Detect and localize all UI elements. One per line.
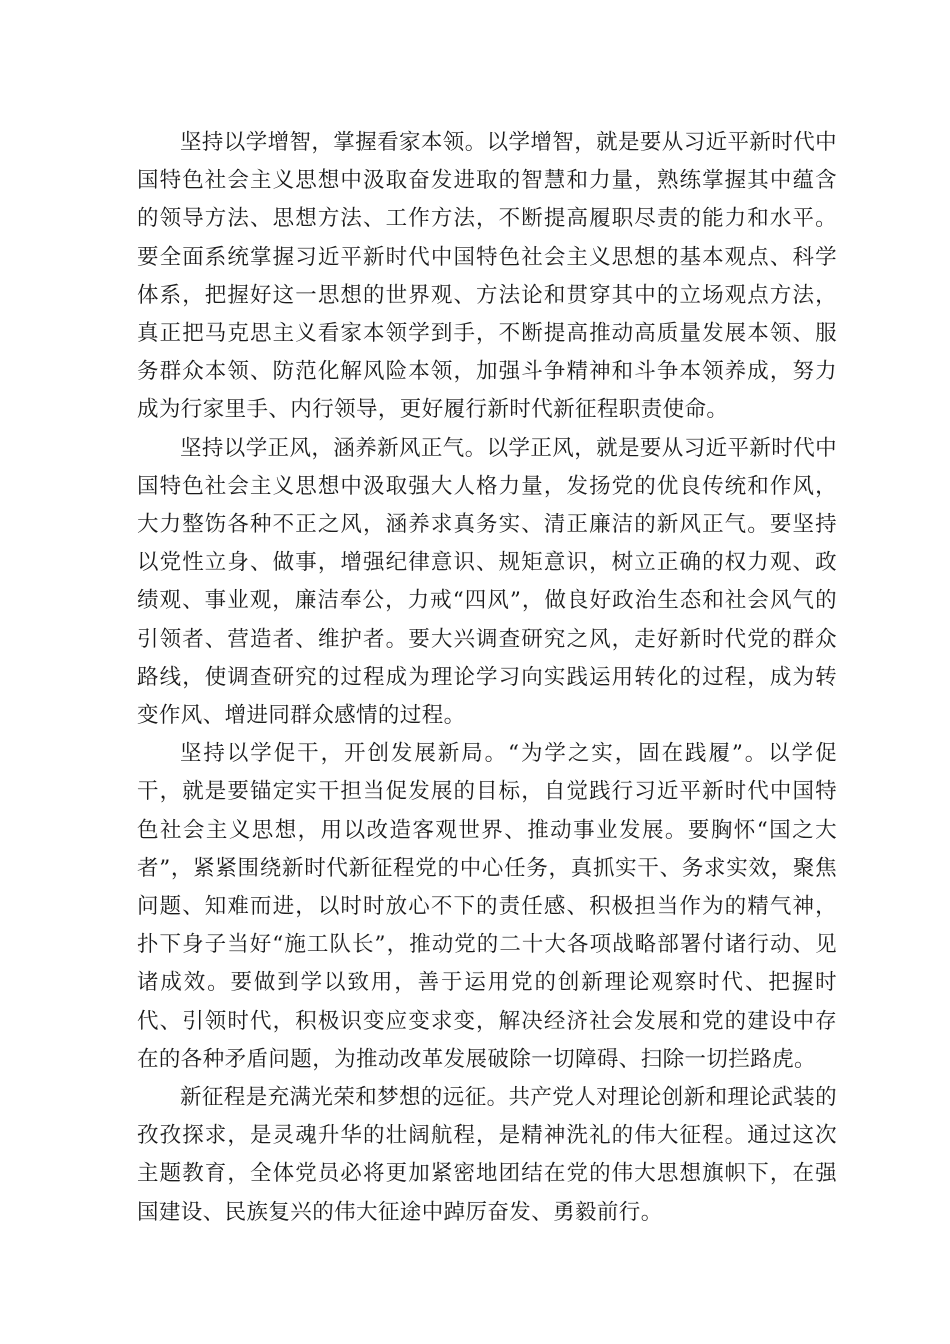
paragraph-study-action: 坚持以学促干，开创发展新局。“为学之实，固在践履”。以学促干，就是要锚定实干担当促发展的目标，自觉践行习近平新时代中国特色社会主义思想，用以改造客观世界、推动事业发展。要胸怀“国之大者”，紧紧围绕新时代新征程党的中心任务，真抓实干、务求实效，聚焦问题、知难而进，以时时放心不下的责任感、积极担当作为的精气神，扑下身子当好“施工队长”，推动党的二十大各项战略部署付诸行动、见诸成效。要做到学以致用，善于运用党的创新理论观察时代、把握时代、引领时代，积极识变应变求变，解决经济社会发展和党的建设中存在的各种矛盾问题，为推动改革发展破除一切障碍、扫除一切拦路虎。 — [137, 741, 837, 1072]
paragraph-study-style: 坚持以学正风，涵养新风正气。以学正风，就是要从习近平新时代中国特色社会主义思想中汲取强大人格力量，发扬党的优良传统和作风，大力整饬各种不正之风，涵养求真务实、清正廉洁的新风正气。要坚持以党性立身、做事，增强纪律意识、规矩意识，树立正确的权力观、政绩观、事业观，廉洁奉公，力戒“四风”，做良好政治生态和社会风气的引领者、营造者、维护者。要大兴调查研究之风，走好新时代党的群众路线，使调查研究的过程成为理论学习向实践运用转化的过程，成为转变作风、增进同群众感情的过程。 — [137, 435, 838, 729]
document-body — [137, 124, 837, 1232]
paragraph-conclusion: 新征程是充满光荣和梦想的远征。共产党人对理论创新和理论武装的孜孜探求，是灵魂升华的壮阔航程，是精神洗礼的伟大征程。通过这次主题教育，全体党员必将更加紧密地团结在党的伟大思想旗帜下，在强国建设、民族复兴的伟大征途中踔厉奋发、勇毅前行。 — [137, 1085, 838, 1225]
paragraph-study-wisdom: 坚持以学增智，掌握看家本领。以学增智，就是要从习近平新时代中国特色社会主义思想中汲取奋发进取的智慧和力量，熟练掌握其中蕴含的领导方法、思想方法、工作方法，不断提高履职尽责的能力和水平。要全面系统掌握习近平新时代中国特色社会主义思想的基本观点、科学体系，把握好这一思想的世界观、方法论和贯穿其中的立场观点方法，真正把马克思主义看家本领学到手，不断提高推动高质量发展本领、服务群众本领、防范化解风险本领，加强斗争精神和斗争本领养成，努力成为行家里手、内行领导，更好履行新时代新征程职责使命。 — [137, 130, 838, 423]
